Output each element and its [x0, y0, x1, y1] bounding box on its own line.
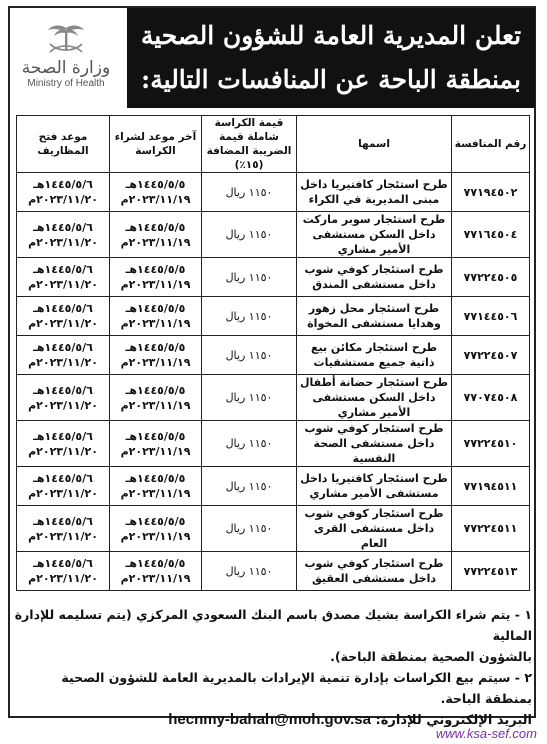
- tender-name: طرح استئجار كوفي شوب داخل مستشفى القرى العام: [297, 506, 452, 552]
- gregorian-date: ٢٠٢٣/١١/١٩م: [120, 235, 191, 249]
- ministry-logo: [12, 22, 120, 102]
- tender-price: ١١٥٠ ريال: [202, 212, 297, 258]
- gregorian-date: ٢٠٢٣/١١/٢٠م: [28, 529, 98, 543]
- gregorian-date: ٢٠٢٣/١١/١٩م: [120, 572, 191, 585]
- tender-price: ١١٥٠ ريال: [202, 258, 297, 297]
- tender-number: ٧٧٢٢٤٥١٠: [452, 421, 530, 467]
- table-row: [17, 506, 530, 552]
- title-line-2: بمنطقة الباحة عن المنافسات التالية:: [141, 65, 521, 94]
- header-opening: موعد فتح المظاريف: [17, 116, 110, 173]
- hijri-date: ١٤٤٥/٥/٦هـ: [33, 514, 93, 528]
- gregorian-date: ٢٠٢٣/١١/٢٠م: [28, 398, 98, 412]
- tender-number: ٧٧١٩٤٥٠٢: [452, 173, 530, 212]
- last-purchase-date: [110, 258, 202, 297]
- hijri-date: ١٤٤٥/٥/٥هـ: [125, 514, 186, 528]
- opening-date: [17, 552, 110, 591]
- last-purchase-date: [110, 375, 202, 421]
- table-row: [17, 552, 530, 591]
- hijri-date: ١٤٤٥/٥/٥هـ: [125, 383, 186, 397]
- table-row: [17, 258, 530, 297]
- last-purchase-date: [110, 173, 202, 212]
- tender-number: ٧٧١٤٤٥٠٦: [452, 297, 530, 336]
- note-2: ٢ - سيتم بيع الكراسات بإدارة تنمية الإيرادات بالمديرية العامة للشؤون الصحية بمنطقة الباحة.: [61, 670, 532, 706]
- tender-price: ١١٥٠ ريال: [202, 173, 297, 212]
- source-watermark[interactable]: www.ksa-sef.com: [435, 726, 537, 741]
- opening-date: [17, 421, 110, 467]
- hijri-date: ١٤٤٥/٥/٦هـ: [33, 302, 93, 315]
- table-row: [17, 375, 530, 421]
- tender-number: ٧٧٠٧٤٥٠٨: [452, 375, 530, 421]
- opening-date: [17, 258, 110, 297]
- gregorian-date: ٢٠٢٣/١١/٢٠م: [28, 278, 98, 291]
- opening-date: [17, 297, 110, 336]
- table-row: [17, 421, 530, 467]
- hijri-date: ١٤٤٥/٥/٥هـ: [125, 263, 186, 276]
- opening-date: [17, 336, 110, 375]
- hijri-date: ١٤٤٥/٥/٥هـ: [125, 557, 186, 570]
- last-purchase-date: [110, 552, 202, 591]
- gregorian-date: ٢٠٢٣/١١/٢٠م: [28, 444, 98, 458]
- last-purchase-date: [110, 506, 202, 552]
- opening-date: [17, 467, 110, 506]
- hijri-date: ١٤٤٥/٥/٦هـ: [33, 178, 93, 191]
- tender-price: ١١٥٠ ريال: [202, 375, 297, 421]
- logo-english-text: Ministry of Health: [27, 78, 105, 89]
- opening-date: [17, 173, 110, 212]
- table-row: [17, 336, 530, 375]
- opening-date: [17, 506, 110, 552]
- opening-date: [17, 375, 110, 421]
- gregorian-date: ٢٠٢٣/١١/٢٠م: [28, 487, 98, 500]
- tender-number: ٧٧٢٢٤٥١١: [452, 506, 530, 552]
- hijri-date: ١٤٤٥/٥/٦هـ: [33, 263, 93, 276]
- tender-number: ٧٧٢٢٤٥١٣: [452, 552, 530, 591]
- last-purchase-date: [110, 421, 202, 467]
- table-row: [17, 212, 530, 258]
- hijri-date: ١٤٤٥/٥/٥هـ: [125, 472, 186, 485]
- tender-name: طرح استئجار كافتيريا داخل مبنى المديرية في الكراء: [297, 173, 452, 212]
- notes-section: [14, 604, 532, 732]
- last-purchase-date: [110, 297, 202, 336]
- tender-price: ١١٥٠ ريال: [202, 467, 297, 506]
- tender-name: طرح استئجار مكائن بيع ذاتية جميع مستشفيات: [297, 336, 452, 375]
- note-1-line-1: ١ - يتم شراء الكراسة بشيك مصدق باسم البنك السعودي المركزي (يتم تسليمه للإدارة المالية: [14, 607, 532, 643]
- hijri-date: ١٤٤٥/٥/٦هـ: [33, 341, 93, 354]
- header-price: قيمة الكراسة شاملة قيمة الضريبة المضافة (١٥٪): [202, 116, 297, 173]
- tender-name: طرح استئجار كوفي شوب داخل مستشفى الصحة النفسية: [297, 421, 452, 467]
- hijri-date: ١٤٤٥/٥/٦هـ: [33, 220, 93, 234]
- gregorian-date: ٢٠٢٣/١١/٢٠م: [28, 317, 98, 330]
- table-row: [17, 467, 530, 506]
- tender-number: ٧٧١٦٤٥٠٤: [452, 212, 530, 258]
- tender-name: طرح استئجار كافتيريا داخل مستشفى الأمير مشاري: [297, 467, 452, 506]
- gregorian-date: ٢٠٢٣/١١/١٩م: [120, 529, 191, 543]
- tender-number: ٧٧٢٢٤٥٠٧: [452, 336, 530, 375]
- last-purchase-date: [110, 336, 202, 375]
- gregorian-date: ٢٠٢٣/١١/١٩م: [120, 398, 191, 412]
- title-banner: [127, 8, 535, 108]
- tenders-table: [16, 115, 530, 591]
- tender-number: ٧٧١٩٤٥١١: [452, 467, 530, 506]
- hijri-date: ١٤٤٥/٥/٦هـ: [33, 383, 93, 397]
- gregorian-date: ٢٠٢٣/١١/٢٠م: [28, 235, 98, 249]
- tender-price: ١١٥٠ ريال: [202, 506, 297, 552]
- table-row: [17, 297, 530, 336]
- gregorian-date: ٢٠٢٣/١١/٢٠م: [28, 356, 98, 369]
- tender-name: طرح استئجار كوفي شوب داخل مستشفى المندق: [297, 258, 452, 297]
- last-purchase-date: [110, 467, 202, 506]
- tender-name: طرح استئجار حضانة أطفال داخل السكن مستشفى الأمير مشاري: [297, 375, 452, 421]
- email-label: البريد الإلكتروني للإدارة:: [375, 713, 532, 728]
- hijri-date: ١٤٤٥/٥/٥هـ: [125, 178, 186, 191]
- gregorian-date: ٢٠٢٣/١١/١٩م: [120, 317, 191, 330]
- header: [10, 8, 535, 108]
- gregorian-date: ٢٠٢٣/١١/٢٠م: [28, 572, 98, 585]
- opening-date: [17, 212, 110, 258]
- tender-price: ١١٥٠ ريال: [202, 297, 297, 336]
- tender-price: ١١٥٠ ريال: [202, 421, 297, 467]
- hijri-date: ١٤٤٥/٥/٥هـ: [125, 220, 186, 234]
- gregorian-date: ٢٠٢٣/١١/١٩م: [120, 356, 191, 369]
- gregorian-date: ٢٠٢٣/١١/١٩م: [120, 444, 191, 458]
- email-link[interactable]: hecnmy-bahah@moh.gov.sa: [168, 711, 371, 728]
- hijri-date: ١٤٤٥/٥/٦هـ: [33, 472, 93, 485]
- logo-arabic-text: وزارة الصحة: [21, 58, 111, 78]
- last-purchase-date: [110, 212, 202, 258]
- palm-tree-icon: [44, 22, 88, 58]
- header-number: رقم المنافسة: [452, 116, 530, 173]
- hijri-date: ١٤٤٥/٥/٦هـ: [33, 429, 93, 443]
- hijri-date: ١٤٤٥/٥/٥هـ: [125, 429, 186, 443]
- tender-name: طرح استئجار كوفي شوب داخل مستشفى العقيق: [297, 552, 452, 591]
- title-line-1: تعلن المديرية العامة للشؤون الصحية: [140, 21, 522, 50]
- tender-name: طرح استئجار سوبر ماركت داخل السكن مستشفى الأمير مشاري: [297, 212, 452, 258]
- table-row: [17, 173, 530, 212]
- tender-price: ١١٥٠ ريال: [202, 552, 297, 591]
- hijri-date: ١٤٤٥/٥/٦هـ: [33, 557, 93, 570]
- gregorian-date: ٢٠٢٣/١١/٢٠م: [28, 193, 98, 206]
- hijri-date: ١٤٤٥/٥/٥هـ: [125, 302, 186, 315]
- table-header-row: [17, 116, 530, 173]
- gregorian-date: ٢٠٢٣/١١/١٩م: [120, 487, 191, 500]
- tender-number: ٧٧٢٢٤٥٠٥: [452, 258, 530, 297]
- tender-name: طرح استئجار محل زهور وهدايا مستشفى المخواة: [297, 297, 452, 336]
- hijri-date: ١٤٤٥/٥/٥هـ: [125, 341, 186, 354]
- header-last-purchase: آخر موعد لشراء الكراسة: [110, 116, 202, 173]
- gregorian-date: ٢٠٢٣/١١/١٩م: [120, 278, 191, 291]
- tender-price: ١١٥٠ ريال: [202, 336, 297, 375]
- note-1-line-2: بالشؤون الصحية بمنطقة الباحة).: [330, 649, 532, 664]
- gregorian-date: ٢٠٢٣/١١/١٩م: [120, 193, 191, 206]
- header-name: اسمها: [297, 116, 452, 173]
